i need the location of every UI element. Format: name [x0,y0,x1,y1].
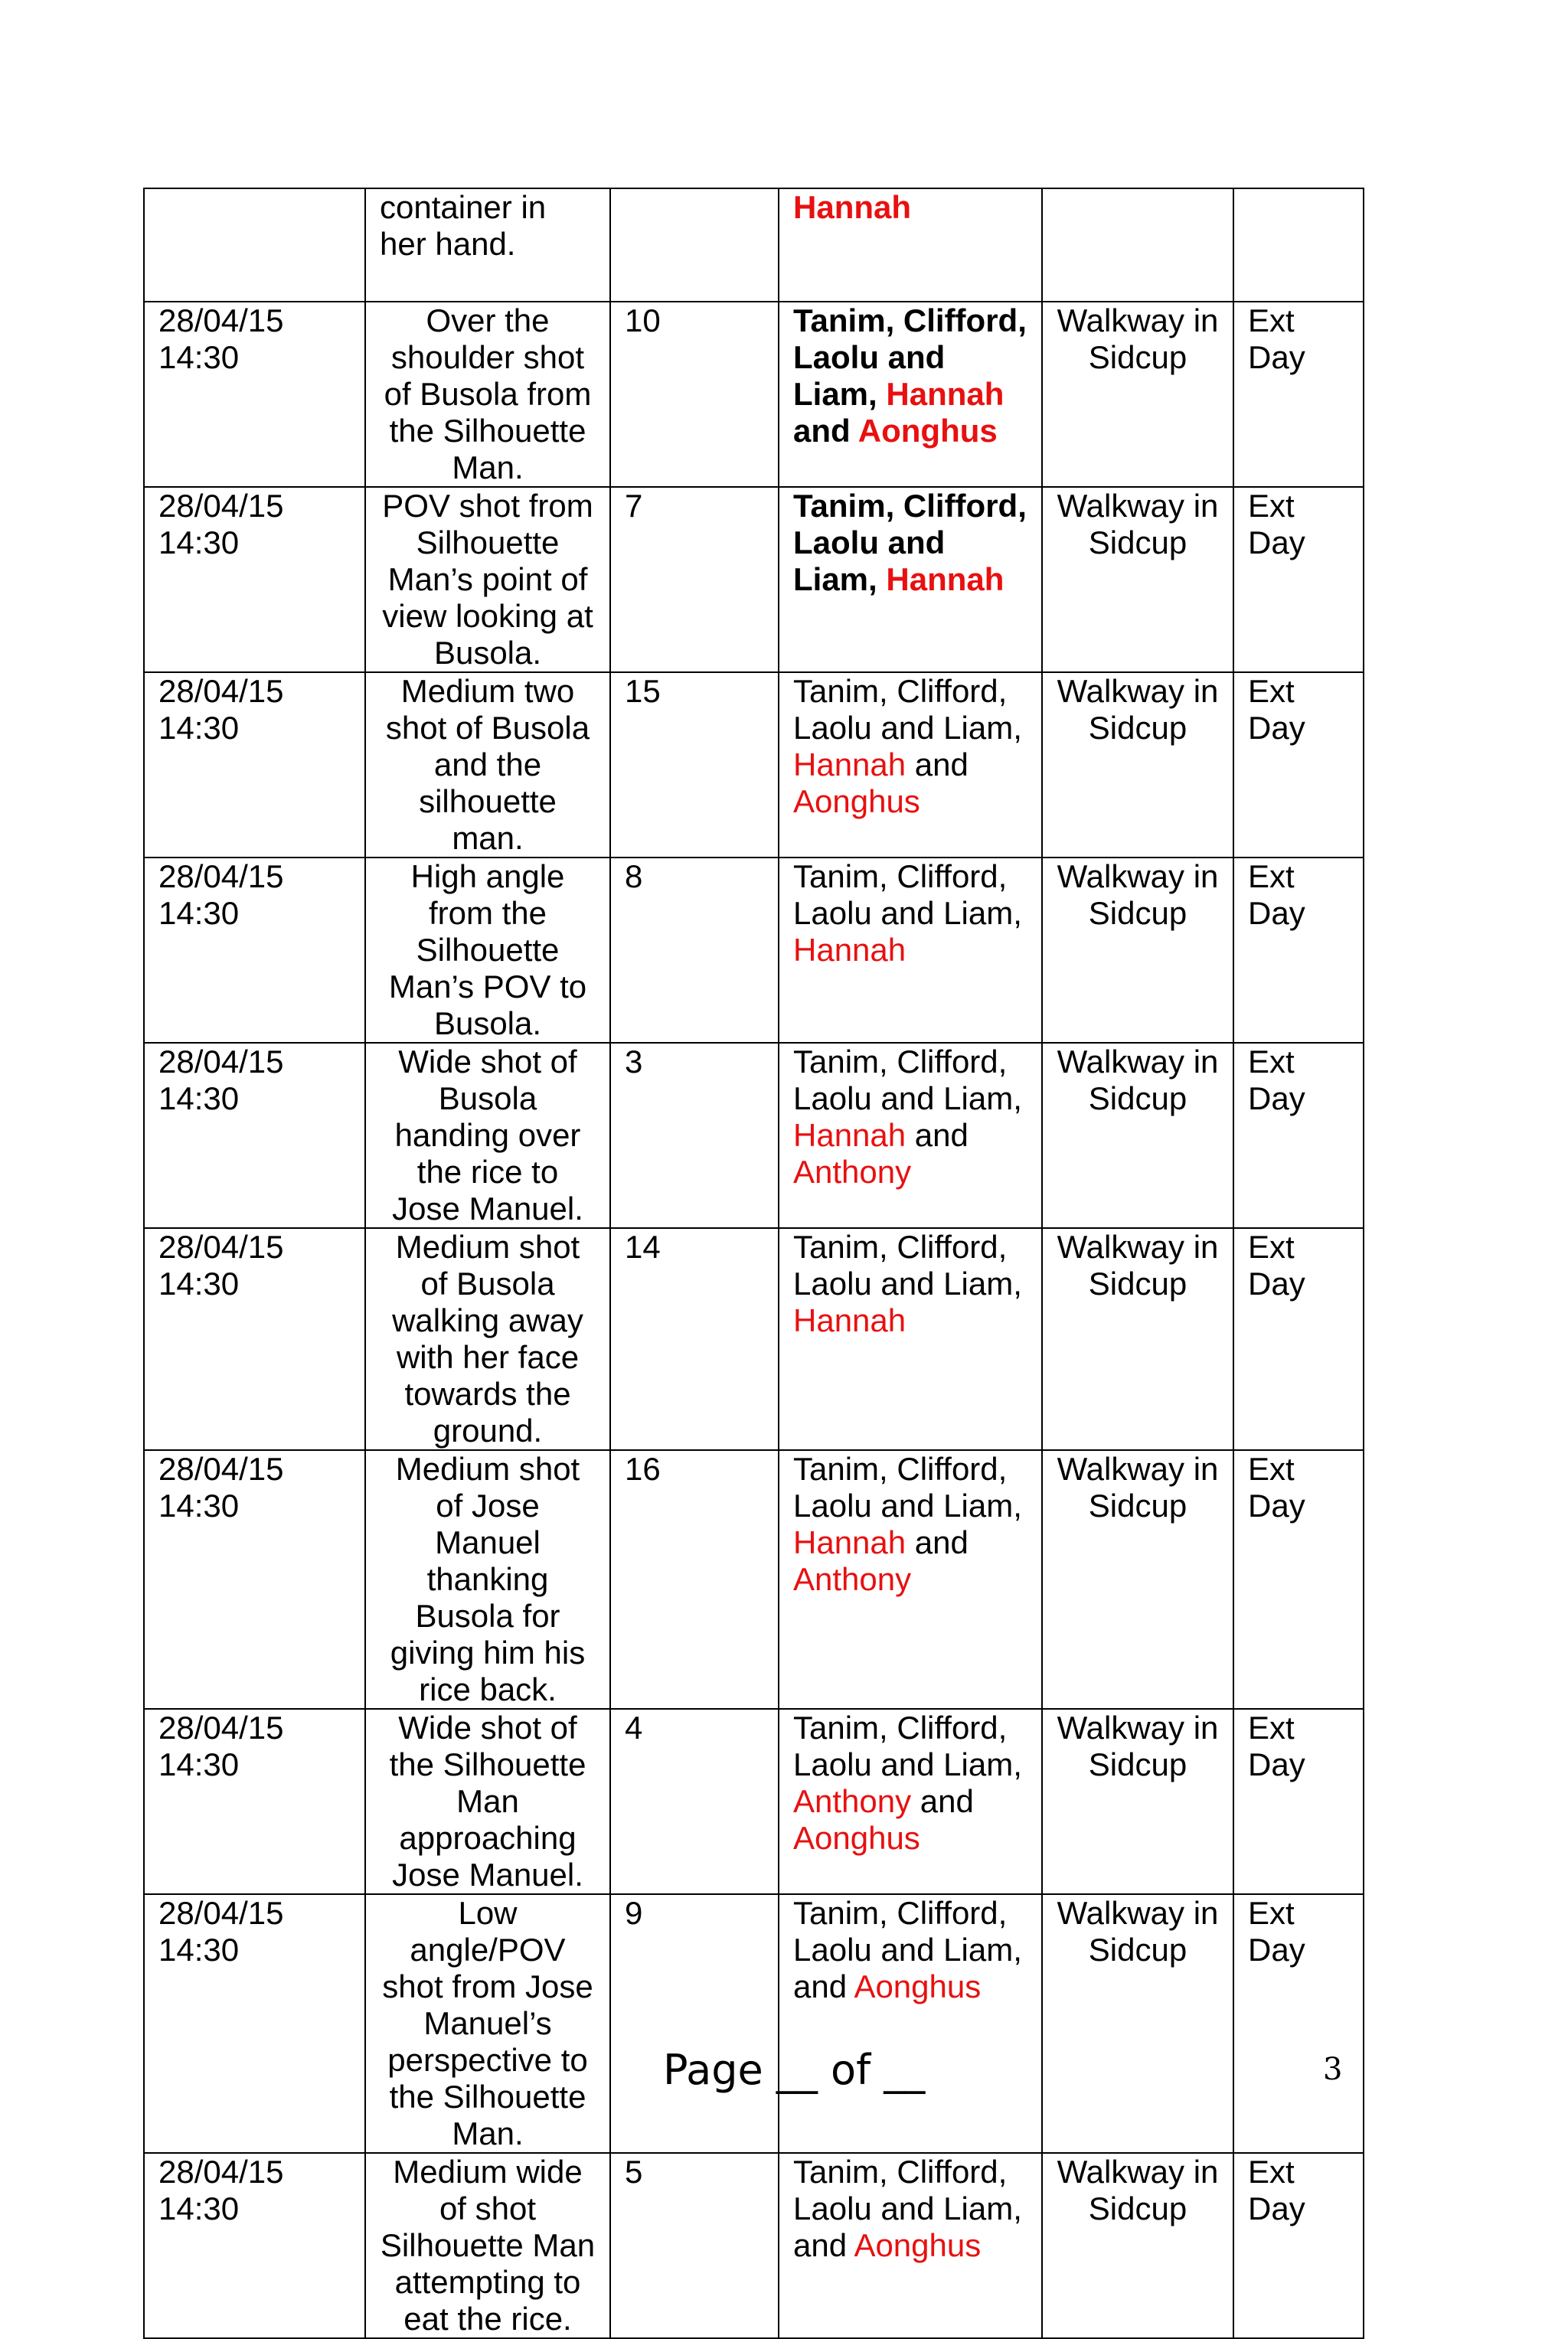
location-cell: Walkway in Sidcup [1042,487,1233,672]
cast-name-highlight: Aonghus [858,413,998,449]
shot-number: 16 [610,1450,779,1709]
cast-name-highlight: Hannah [886,561,1004,597]
shot-description: Medium two shot of Busola and the silhouette man. [365,672,610,858]
date-time-cell [144,487,365,672]
shot-description: Over the shoulder shot of Busola from the Silhouette Man. [365,302,610,487]
shoot-date: 28/04/15 [158,302,284,338]
table-row [144,1450,1364,1709]
shoot-time: 14:30 [158,1080,240,1116]
time-of-day-cell: Ext Day [1233,302,1364,487]
shot-description: Wide shot of Busola handing over the rice to Jose Manuel. [365,1043,610,1228]
cast-crew-cell [779,858,1042,1043]
cast-name-highlight: Aonghus [793,1820,920,1856]
date-time-cell [144,1228,365,1450]
location-cell: Walkway in Sidcup [1042,1894,1233,2153]
table-row [144,188,1364,302]
table-row [144,2153,1364,2338]
cast-crew-cell [779,188,1042,302]
table-row [144,1894,1364,2153]
time-of-day-cell: Ext Day [1233,1450,1364,1709]
cast-names: Tanim, Clifford, Laolu and Liam, [793,1451,1022,1524]
date-time-cell [144,302,365,487]
cast-names: Tanim, Clifford, Laolu and Liam, [793,1044,1022,1116]
shoot-date: 28/04/15 [158,488,284,524]
table-row [144,672,1364,858]
shot-description: Medium shot of Busola walking away with her face towards the ground. [365,1228,610,1450]
location-cell: Walkway in Sidcup [1042,2153,1233,2338]
cast-names: and [906,1524,969,1560]
shoot-time: 14:30 [158,895,240,931]
cast-name-highlight: Aonghus [854,1968,982,2004]
page-footer-text: Page __ of __ [663,2046,926,2094]
schedule-rows [144,188,1364,2338]
shoot-time: 14:30 [158,524,240,560]
cast-names: Tanim, Clifford, Laolu and Liam, [793,1710,1022,1782]
table-row [144,1709,1364,1894]
time-of-day-cell: Ext Day [1233,2153,1364,2338]
cast-crew-cell [779,1894,1042,2153]
shot-description: Low angle/POV shot from Jose Manuel’s perspective to the Silhouette Man. [365,1894,610,2153]
cast-name-highlight: Aonghus [854,2227,982,2263]
shoot-time: 14:30 [158,2190,240,2226]
shot-number: 7 [610,487,779,672]
cast-name-highlight: Anthony [793,1561,912,1597]
shot-description: Medium shot of Jose Manuel thanking Busola for giving him his rice back. [365,1450,610,1709]
location-cell: Walkway in Sidcup [1042,1228,1233,1450]
location-cell: Walkway in Sidcup [1042,1450,1233,1709]
date-time-cell [144,672,365,858]
table-row [144,1228,1364,1450]
cast-names: Tanim, Clifford, Laolu and Liam, and [793,2154,1022,2263]
time-of-day-cell: Ext Day [1233,1043,1364,1228]
shot-description: High angle from the Silhouette Man’s POV to Busola. [365,858,610,1043]
cast-names: Tanim, Clifford, Laolu and Liam, [793,858,1022,931]
time-of-day-cell [1233,188,1364,302]
date-time-cell [144,188,365,302]
cast-crew-cell [779,1228,1042,1450]
date-time-cell [144,1450,365,1709]
date-time-cell [144,1043,365,1228]
cast-name-highlight: Hannah [793,932,906,968]
shot-number: 9 [610,1894,779,2153]
shoot-date: 28/04/15 [158,1229,284,1265]
cast-name-highlight: Anthony [793,1154,912,1190]
shoot-time: 14:30 [158,339,240,375]
cast-name-highlight: Hannah [793,1302,906,1338]
cast-name-highlight: Hannah [793,1117,906,1153]
location-cell: Walkway in Sidcup [1042,672,1233,858]
cast-name-highlight: Hannah [793,189,912,225]
shot-number: 3 [610,1043,779,1228]
shoot-time: 14:30 [158,1932,240,1968]
shot-number: 10 [610,302,779,487]
shot-number: 14 [610,1228,779,1450]
cast-crew-cell [779,1043,1042,1228]
table-row [144,302,1364,487]
shot-description: Wide shot of the Silhouette Man approaching Jose Manuel. [365,1709,610,1894]
shoot-date: 28/04/15 [158,2154,284,2190]
cast-crew-cell [779,1450,1042,1709]
cast-name-highlight: Anthony [793,1783,912,1819]
cast-names: and [911,1783,974,1819]
shoot-date: 28/04/15 [158,1044,284,1080]
table-row [144,858,1364,1043]
shoot-time: 14:30 [158,1488,240,1524]
shoot-time: 14:30 [158,1746,240,1782]
time-of-day-cell: Ext Day [1233,1228,1364,1450]
cast-name-highlight: Aonghus [793,783,920,819]
date-time-cell [144,1894,365,2153]
cast-names: Tanim, Clifford, Laolu and Liam, [793,302,1027,412]
cast-names: Tanim, Clifford, Laolu and Liam, and [793,1895,1022,2004]
shot-number: 8 [610,858,779,1043]
date-time-cell [144,1709,365,1894]
time-of-day-cell: Ext Day [1233,1894,1364,2153]
cast-names: and [906,746,969,782]
table-row [144,1043,1364,1228]
date-time-cell [144,2153,365,2338]
time-of-day-cell: Ext Day [1233,487,1364,672]
cast-crew-cell [779,487,1042,672]
shoot-date: 28/04/15 [158,673,284,709]
time-of-day-cell: Ext Day [1233,672,1364,858]
cast-crew-cell [779,1709,1042,1894]
shoot-date: 28/04/15 [158,858,284,894]
shot-number: 5 [610,2153,779,2338]
shoot-date: 28/04/15 [158,1451,284,1487]
location-cell [1042,188,1233,302]
cast-name-highlight: Hannah [886,376,1004,412]
shot-description: container in her hand. [365,188,610,302]
shooting-schedule-table [143,188,1364,2339]
location-cell: Walkway in Sidcup [1042,302,1233,487]
cast-crew-cell [779,2153,1042,2338]
shot-description: Medium wide of shot Silhouette Man attempting to eat the rice. [365,2153,610,2338]
cast-names: Tanim, Clifford, Laolu and Liam, [793,1229,1022,1302]
date-time-cell [144,858,365,1043]
cast-name-highlight: Hannah [793,1524,906,1560]
time-of-day-cell: Ext Day [1233,858,1364,1043]
time-of-day-cell: Ext Day [1233,1709,1364,1894]
shoot-date: 28/04/15 [158,1710,284,1746]
shot-number: 15 [610,672,779,858]
location-cell: Walkway in Sidcup [1042,858,1233,1043]
cast-crew-cell [779,302,1042,487]
table-row [144,487,1364,672]
cast-names: Tanim, Clifford, Laolu and Liam, [793,488,1027,597]
cast-name-highlight: Hannah [793,746,906,782]
shoot-date: 28/04/15 [158,1895,284,1931]
cast-names: and [793,413,858,449]
cast-crew-cell [779,672,1042,858]
shoot-time: 14:30 [158,710,240,746]
location-cell: Walkway in Sidcup [1042,1043,1233,1228]
shot-number: 4 [610,1709,779,1894]
shoot-time: 14:30 [158,1266,240,1302]
cast-names: Tanim, Clifford, Laolu and Liam, [793,673,1022,746]
location-cell: Walkway in Sidcup [1042,1709,1233,1894]
page-number: 3 [1323,2052,1343,2087]
shot-number [610,188,779,302]
cast-names: and [906,1117,969,1153]
shot-description: POV shot from Silhouette Man’s point of view looking at Busola. [365,487,610,672]
